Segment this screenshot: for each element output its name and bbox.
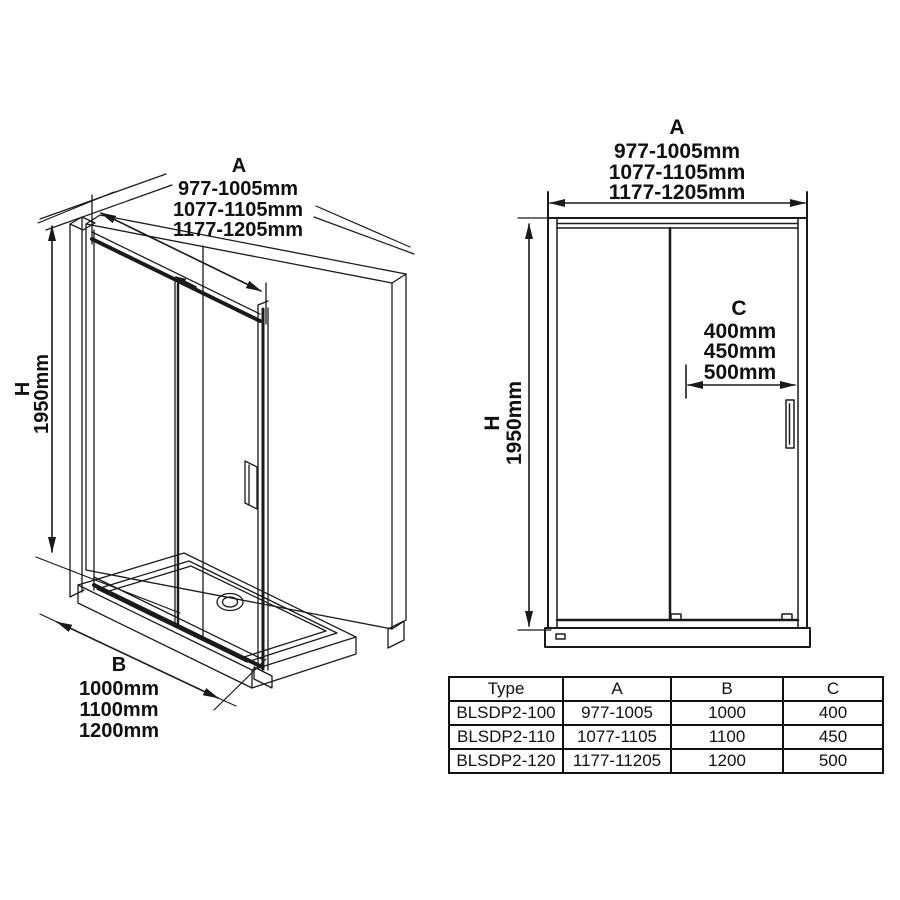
table-header-c: C [783, 677, 883, 701]
right-dim-c-value-3: 500mm [703, 361, 777, 384]
cell-c: 400 [783, 701, 883, 725]
right-dim-a-value-2: 1077-1105mm [608, 161, 746, 184]
table-header-b: B [671, 677, 783, 701]
right-dim-a-value-1: 977-1005mm [613, 140, 741, 163]
table-row [449, 701, 883, 725]
right-diagram [481, 116, 810, 647]
left-dim-a-value-1: 977-1005mm [177, 178, 299, 200]
sliding-door-unit [92, 230, 272, 688]
door-handle [786, 400, 794, 448]
right-dim-h-value: 1950mm [503, 380, 526, 466]
door-handle [245, 461, 257, 509]
left-dim-a-value-3: 1177-1205mm [172, 219, 304, 241]
cell-a: 1077-1105 [563, 725, 671, 749]
cell-b: 1200 [671, 749, 783, 773]
left-dim-b-value-2: 1100mm [79, 699, 159, 721]
left-dim-a-value-2: 1077-1105mm [172, 199, 304, 221]
brand-mark [556, 634, 565, 639]
front-view-tray [545, 628, 810, 647]
size-spec-table [448, 676, 884, 774]
cell-type: BLSDP2-120 [449, 749, 563, 773]
right-dim-a-label: A [669, 116, 685, 139]
right-dim-c-value-2: 450mm [703, 340, 777, 363]
left-dim-b-value-1: 1000mm [78, 678, 160, 700]
cell-type: BLSDP2-100 [449, 701, 563, 725]
table-header-row [449, 677, 883, 701]
cell-c: 500 [783, 749, 883, 773]
left-dim-h-label: H [12, 381, 34, 397]
cell-a: 1177-11205 [563, 749, 671, 773]
table-row [449, 725, 883, 749]
left-dim-b-label: B [111, 654, 127, 676]
cell-c: 450 [783, 725, 883, 749]
left-wall-profile [70, 217, 95, 597]
right-dim-c-value-1: 400mm [703, 320, 777, 343]
left-dim-h-value: 1950mm [31, 353, 53, 435]
right-dim-h-label: H [481, 415, 504, 431]
left-diagram [12, 155, 414, 742]
right-dim-c-label: C [731, 297, 747, 320]
front-view-frame [548, 192, 807, 628]
cell-type: BLSDP2-110 [449, 725, 563, 749]
table-header-a: A [563, 677, 671, 701]
cell-b: 1000 [671, 701, 783, 725]
right-dim-a-value-3: 1177-1205mm [608, 181, 746, 204]
left-dim-a-label: A [231, 155, 247, 177]
right-dimension-lines [518, 203, 805, 630]
cell-a: 977-1005 [563, 701, 671, 725]
left-dim-b-value-3: 1200mm [78, 720, 160, 742]
table-header-type: Type [449, 677, 563, 701]
left-dimension-lines [36, 174, 414, 710]
table-row [449, 749, 883, 773]
drain-icon [217, 594, 243, 611]
cell-b: 1100 [671, 725, 783, 749]
